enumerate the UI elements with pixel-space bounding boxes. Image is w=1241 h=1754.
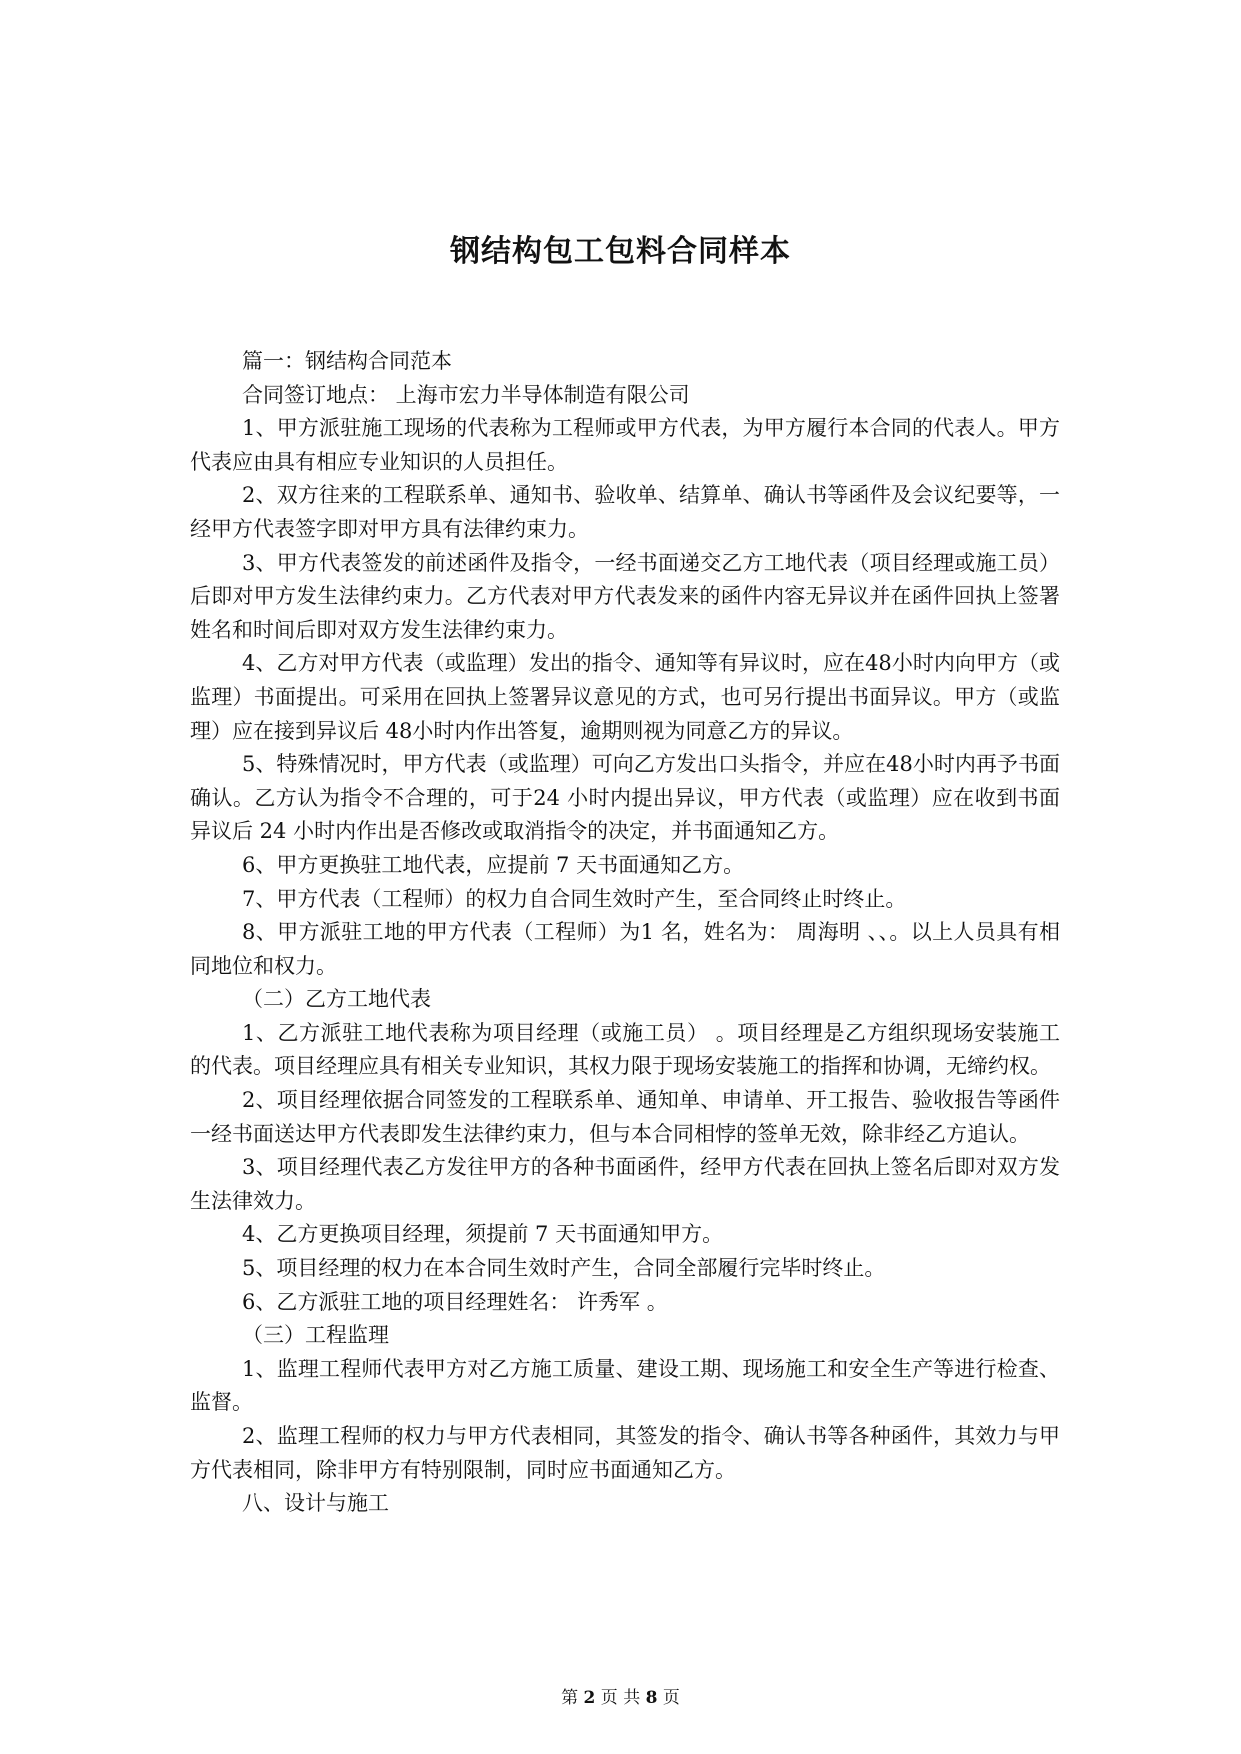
paragraph: 3、甲方代表签发的前述函件及指令，一经书面递交乙方工地代表（项目经理或施工员）后即对甲方发生法律约束力。乙方代表对甲方代表发来的函件内容无异议并在函件回执上签署姓名和时间后即对双方发生法律约束力。: [190, 550, 1060, 642]
document-body: [190, 345, 1060, 1521]
subsection-heading: （二）乙方工地代表: [242, 987, 431, 1012]
paragraph: 7、甲方代表（工程师）的权力自合同生效时产生，至合同终止时终止。: [242, 886, 907, 911]
paragraph: 8、甲方派驻工地的甲方代表（工程师）为1 名，姓名为： 周海明 、、。以上人员具有相同地位和权力。: [190, 920, 1060, 978]
contract-location: 合同签订地点： 上海市宏力半导体制造有限公司: [242, 382, 690, 407]
subsection-heading: （三）工程监理: [242, 1323, 389, 1348]
document-title: 钢结构包工包料合同样本: [450, 234, 791, 269]
paragraph: 6、甲方更换驻工地代表，应提前 7 天书面通知乙方。: [242, 852, 745, 877]
paragraph: 4、乙方对甲方代表（或监理）发出的指令、通知等有异议时，应在48小时内向甲方（或监理）书面提出。可采用在回执上签署异议意见的方式，也可另行提出书面异议。甲方（或监理）应在接到异议后 48小时内作出答复，逾期则视为同意乙方的异议。: [190, 651, 1060, 743]
page-footer: [0, 1683, 1241, 1708]
total-page-count: 8: [645, 1688, 658, 1708]
current-page-number: 2: [583, 1688, 596, 1708]
paragraph: 2、监理工程师的权力与甲方代表相同，其签发的指令、确认书等各种函件，其效力与甲方代表相同，除非甲方有特别限制，同时应书面通知乙方。: [190, 1424, 1060, 1482]
paragraph: 1、乙方派驻工地代表称为项目经理（或施工员） 。项目经理是乙方组织现场安装施工的代表。项目经理应具有相关专业知识，其权力限于现场安装施工的指挥和协调，无缔约权。: [190, 1020, 1060, 1079]
paragraph: 2、双方往来的工程联系单、通知书、验收单、结算单、确认书等函件及会议纪要等，一经甲方代表签字即对甲方具有法律约束力。: [190, 483, 1060, 541]
paragraph: 1、甲方派驻施工现场的代表称为工程师或甲方代表，为甲方履行本合同的代表人。甲方代表应由具有相应专业知识的人员担任。: [190, 416, 1060, 474]
section-heading: 八、设计与施工: [242, 1491, 389, 1516]
footer-prefix: 第: [561, 1688, 579, 1708]
footer-suffix: 页: [662, 1688, 680, 1708]
paragraph: 6、乙方派驻工地的项目经理姓名： 许秀军 。: [242, 1289, 668, 1314]
paragraph: 2、项目经理依据合同签发的工程联系单、通知单、申请单、开工报告、验收报告等函件一经书面送达甲方代表即发生法律约束力，但与本合同相悖的签单无效，除非经乙方追认。: [190, 1088, 1060, 1146]
paragraph: 3、项目经理代表乙方发往甲方的各种书面函件，经甲方代表在回执上签名后即对双方发生法律效力。: [190, 1155, 1060, 1213]
paragraph: 5、项目经理的权力在本合同生效时产生，合同全部履行完毕时终止。: [242, 1256, 886, 1281]
section-heading: 篇一：钢结构合同范本: [242, 349, 452, 373]
paragraph: 5、特殊情况时，甲方代表（或监理）可向乙方发出口头指令，并应在48小时内再予书面确认。乙方认为指令不合理的，可于24 小时内提出异议，甲方代表（或监理）应在收到书面异议后 24 小时内作出是否修改或取消指令的决定，并书面通知乙方。: [190, 752, 1060, 844]
paragraph: 1、监理工程师代表甲方对乙方施工质量、建设工期、现场施工和安全生产等进行检查、监督。: [190, 1356, 1060, 1415]
footer-middle: 页 共: [600, 1688, 641, 1708]
paragraph: 4、乙方更换项目经理，须提前 7 天书面通知甲方。: [242, 1222, 724, 1247]
